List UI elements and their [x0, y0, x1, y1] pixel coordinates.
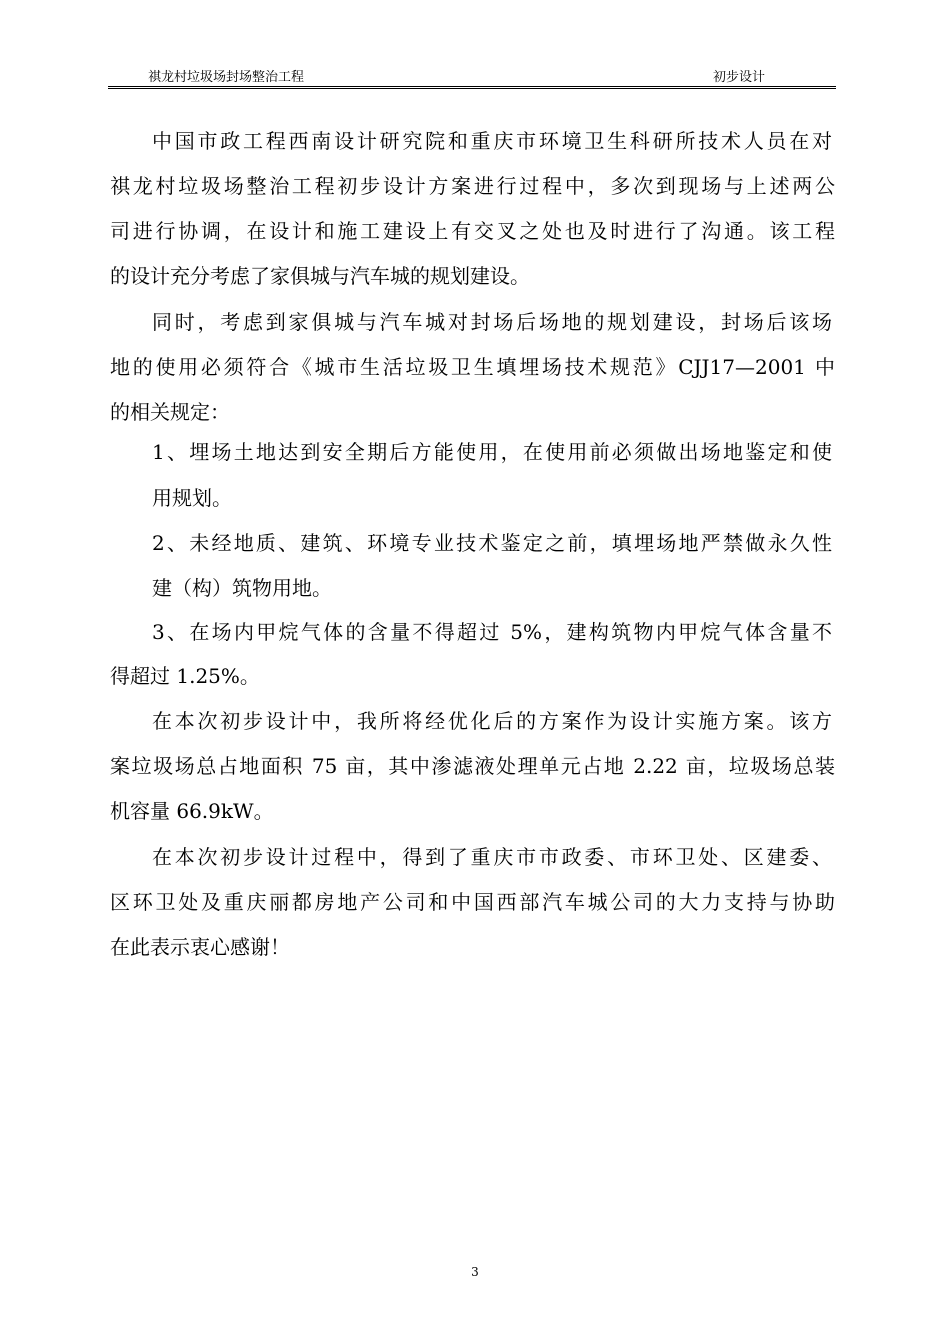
text-line: 得超过 1.25%。 — [110, 664, 260, 688]
text-line: 用规划。 — [152, 486, 232, 510]
text-line: 在本次初步设计中，我所将经优化后的方案作为设计实施方案。该方 — [152, 709, 832, 733]
text-line: 机容量 66.9kW。 — [110, 799, 274, 823]
text-line: 区环卫处及重庆丽都房地产公司和中国西部汽车城公司的大力支持与协助 — [110, 890, 835, 914]
text-line: 的设计充分考虑了家俱城与汽车城的规划建设。 — [110, 264, 530, 288]
page-number: 3 — [471, 1265, 479, 1279]
header-divider — [108, 86, 836, 89]
text-line: 司进行协调，在设计和施工建设上有交叉之处也及时进行了沟通。该工程 — [110, 219, 835, 243]
text-line: 在此表示衷心感谢！ — [110, 935, 290, 959]
header-title: 祺龙村垃圾场封场整治工程 — [148, 70, 305, 85]
text-line: 地的使用必须符合《城市生活垃圾卫生填埋场技术规范》CJJ17—2001 中 — [110, 355, 835, 379]
text-line: 2、未经地质、建筑、环境专业技术鉴定之前，填埋场地严禁做永久性 — [152, 531, 832, 555]
text-line: 祺龙村垃圾场整治工程初步设计方案进行过程中，多次到现场与上述两公 — [110, 174, 835, 198]
text-line: 的相关规定： — [110, 400, 230, 424]
text-line: 在本次初步设计过程中，得到了重庆市市政委、市环卫处、区建委、 — [152, 845, 832, 869]
text-line: 同时，考虑到家俱城与汽车城对封场后场地的规划建设，封场后该场 — [152, 310, 832, 334]
text-line: 中国市政工程西南设计研究院和重庆市环境卫生科研所技术人员在对 — [152, 129, 832, 153]
text-line: 建（构）筑物用地。 — [152, 576, 332, 600]
text-line: 1、埋场土地达到安全期后方能使用，在使用前必须做出场地鉴定和使 — [152, 440, 832, 464]
header-section: 初步设计 — [713, 70, 766, 85]
text-line: 3、在场内甲烷气体的含量不得超过 5%，建构筑物内甲烷气体含量不 — [152, 620, 832, 644]
text-line: 案垃圾场总占地面积 75 亩，其中渗滤液处理单元占地 2.22 亩，垃圾场总装 — [110, 754, 835, 778]
